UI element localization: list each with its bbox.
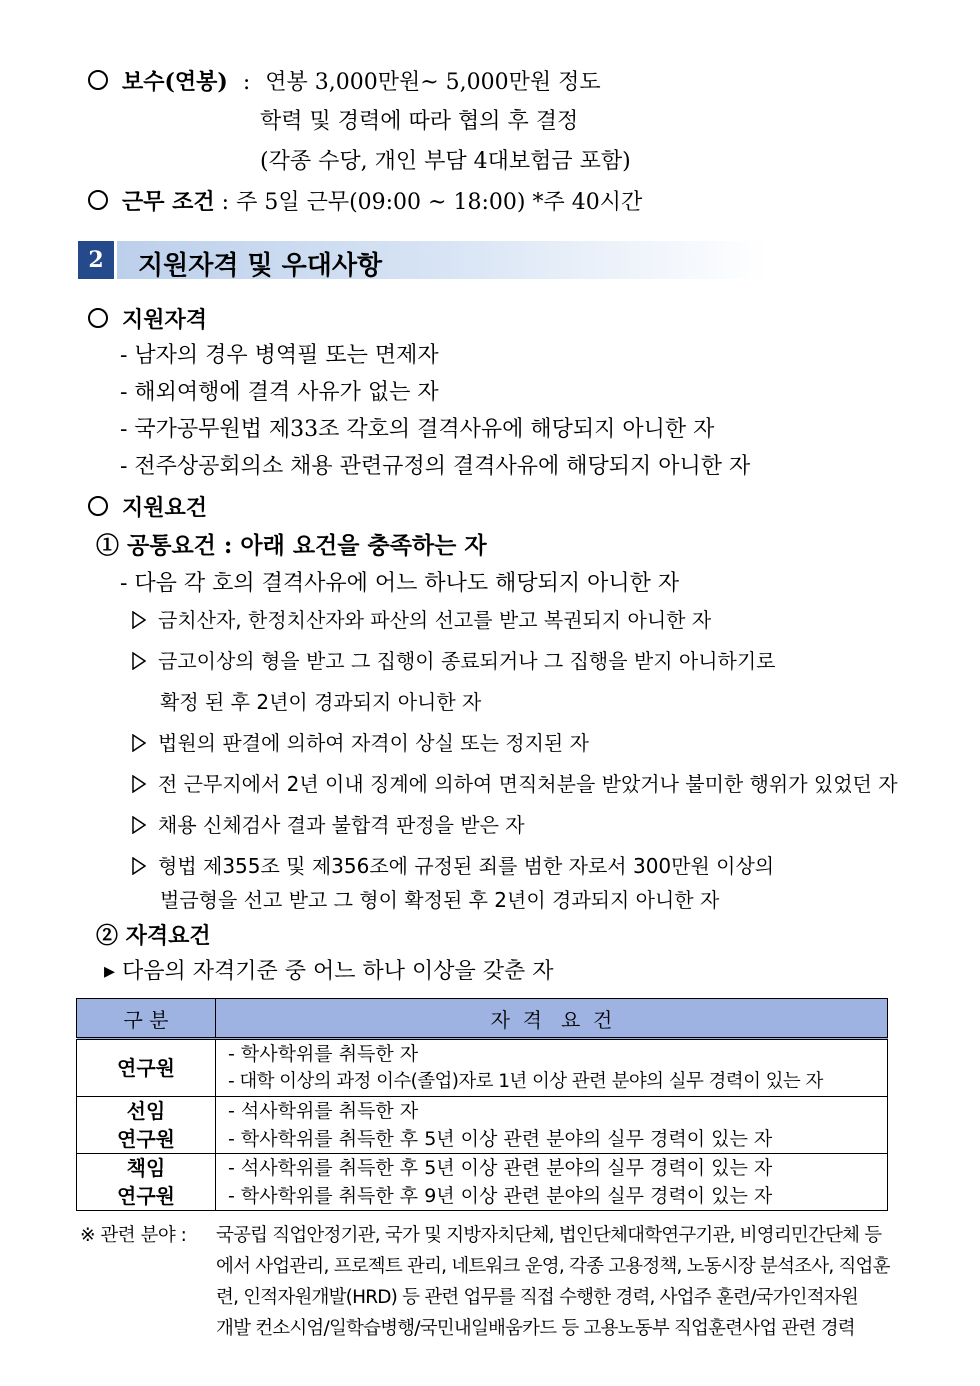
category-line-1: 선임 (126, 1099, 166, 1123)
common-intro: - 다음 각 호의 결격사유에 어느 하나도 해당되지 아니한 자 (120, 571, 680, 596)
common-item-text: 채용 신체검사 결과 불합격 판정을 받은 자 (158, 813, 525, 837)
requirement-line: - 석사학위를 취득한 후 5년 이상 관련 분야의 실무 경력이 있는 자 (228, 1157, 773, 1179)
qualification-table (76, 998, 888, 1211)
table-requirements (216, 1039, 888, 1097)
salary-row (88, 68, 601, 97)
eligibility-item: - 국가공무원법 제33조 각호의 결격사유에 해당되지 아니한 자 (120, 417, 715, 442)
requirements-heading-row (88, 494, 207, 523)
common-item (132, 852, 774, 880)
table-requirements (216, 1097, 888, 1154)
table-row (77, 1039, 888, 1097)
requirement-line: - 대학 이상의 과정 이수(졸업)자로 1년 이상 관련 분야의 실무 경력이 있는 자 (228, 1071, 823, 1092)
category-line-2: 연구원 (117, 1184, 175, 1208)
salary-line-2: 학력 및 경력에 따라 협의 후 결정 (260, 109, 579, 134)
circle-bullet-icon (88, 70, 108, 90)
circle-bullet-icon (88, 496, 108, 516)
triangle-bullet-icon (132, 652, 146, 670)
table-category (77, 1097, 216, 1154)
triangle-bullet-icon (132, 611, 146, 629)
salary-colon: : (242, 70, 251, 95)
category-line-1: 연구원 (117, 1056, 175, 1080)
table-requirements (216, 1154, 888, 1211)
requirement-line: - 석사학위를 취득한 자 (228, 1100, 419, 1122)
requirement-line: - 학사학위를 취득한 후 5년 이상 관련 분야의 실무 경력이 있는 자 (228, 1128, 773, 1150)
work-text: : 주 5일 근무(09:00 ~ 18:00) *주 40시간 (221, 190, 643, 215)
common-item (132, 770, 898, 798)
qualification-heading: ② 자격요건 (96, 923, 211, 949)
table-category (77, 1154, 216, 1211)
triangle-bullet-icon (132, 775, 146, 793)
work-label: 근무 조건 (122, 189, 215, 215)
section-title: 지원자격 및 우대사항 (138, 251, 383, 281)
category-line-2: 연구원 (117, 1127, 175, 1151)
common-item (132, 729, 589, 757)
section-number: 2 (78, 241, 117, 279)
salary-line-3: (각종 수당, 개인 부담 4대보험금 포함) (260, 149, 631, 174)
common-heading: ① 공통요건 : 아래 요건을 충족하는 자 (96, 532, 487, 559)
common-item-text: 형법 제355조 및 제356조에 규정된 죄를 범한 자로서 300만원 이상의 (158, 854, 775, 878)
circle-bullet-icon (88, 190, 108, 210)
table-category (77, 1039, 216, 1097)
note-line: 련, 인적자원개발(HRD) 등 관련 업무를 직접 수행한 경력, 사업주 훈련/국가인적자원 (216, 1287, 858, 1308)
common-item-continued: 벌금형을 선고 받고 그 형이 확정된 후 2년이 경과되지 아니한 자 (160, 888, 720, 912)
common-item-text: 금치산자, 한정치산자와 파산의 선고를 받고 복권되지 아니한 자 (158, 608, 712, 632)
common-item (132, 647, 776, 675)
note-line: 국공립 직업안정기관, 국가 및 지방자치단체, 법인단체대학연구기관, 비영리민간단체 등 (216, 1225, 882, 1246)
work-row (88, 188, 642, 217)
table-header-category: 구 분 (77, 999, 216, 1039)
salary-label: 보수(연봉) (122, 69, 228, 95)
eligibility-item: - 남자의 경우 병역필 또는 면제자 (120, 343, 439, 368)
salary-line-1: 연봉 3,000만원~ 5,000만원 정도 (265, 70, 601, 95)
common-item-text: 법원의 판결에 의하여 자격이 상실 또는 정지된 자 (158, 731, 589, 755)
eligibility-heading: 지원자격 (122, 307, 208, 333)
triangle-bullet-icon (132, 857, 146, 875)
triangle-bullet-icon (132, 734, 146, 752)
common-item (132, 811, 525, 839)
eligibility-item: - 전주상공회의소 채용 관련규정의 결격사유에 해당되지 아니한 자 (120, 454, 751, 479)
category-line-1: 책임 (126, 1156, 166, 1180)
table-row (77, 1154, 888, 1211)
requirements-heading: 지원요건 (122, 495, 208, 521)
eligibility-item: - 해외여행에 결격 사유가 없는 자 (120, 380, 439, 405)
requirement-line: - 학사학위를 취득한 후 9년 이상 관련 분야의 실무 경력이 있는 자 (228, 1185, 773, 1207)
common-item (132, 606, 711, 634)
circle-bullet-icon (88, 308, 108, 328)
eligibility-heading-row (88, 306, 207, 335)
note-label: ※ 관련 분야 : (80, 1225, 187, 1246)
table-header-requirements: 자 격 요 건 (216, 999, 888, 1039)
table-row (77, 1097, 888, 1154)
note-line: 개발 컨소시엄/일학습병행/국민내일배움카드 등 고용노동부 직업훈련사업 관련 경력 (216, 1318, 855, 1339)
requirement-line: - 학사학위를 취득한 자 (228, 1043, 419, 1065)
triangle-bullet-icon (132, 816, 146, 834)
note-line: 에서 사업관리, 프로젝트 관리, 네트워크 운영, 각종 고용정책, 노동시장 분석조사, 직업훈 (216, 1256, 890, 1277)
common-item-text: 금고이상의 형을 받고 그 집행이 종료되거나 그 집행을 받지 아니하기로 (158, 649, 776, 673)
section-header (78, 241, 768, 279)
qualification-intro: ▸ 다음의 자격기준 중 어느 하나 이상을 갖춘 자 (104, 959, 554, 984)
table-header-row (77, 999, 888, 1039)
common-item-continued: 확정 된 후 2년이 경과되지 아니한 자 (160, 690, 482, 714)
common-item-text: 전 근무지에서 2년 이내 징계에 의하여 면직처분을 받았거나 불미한 행위가 있었던 자 (158, 772, 898, 796)
